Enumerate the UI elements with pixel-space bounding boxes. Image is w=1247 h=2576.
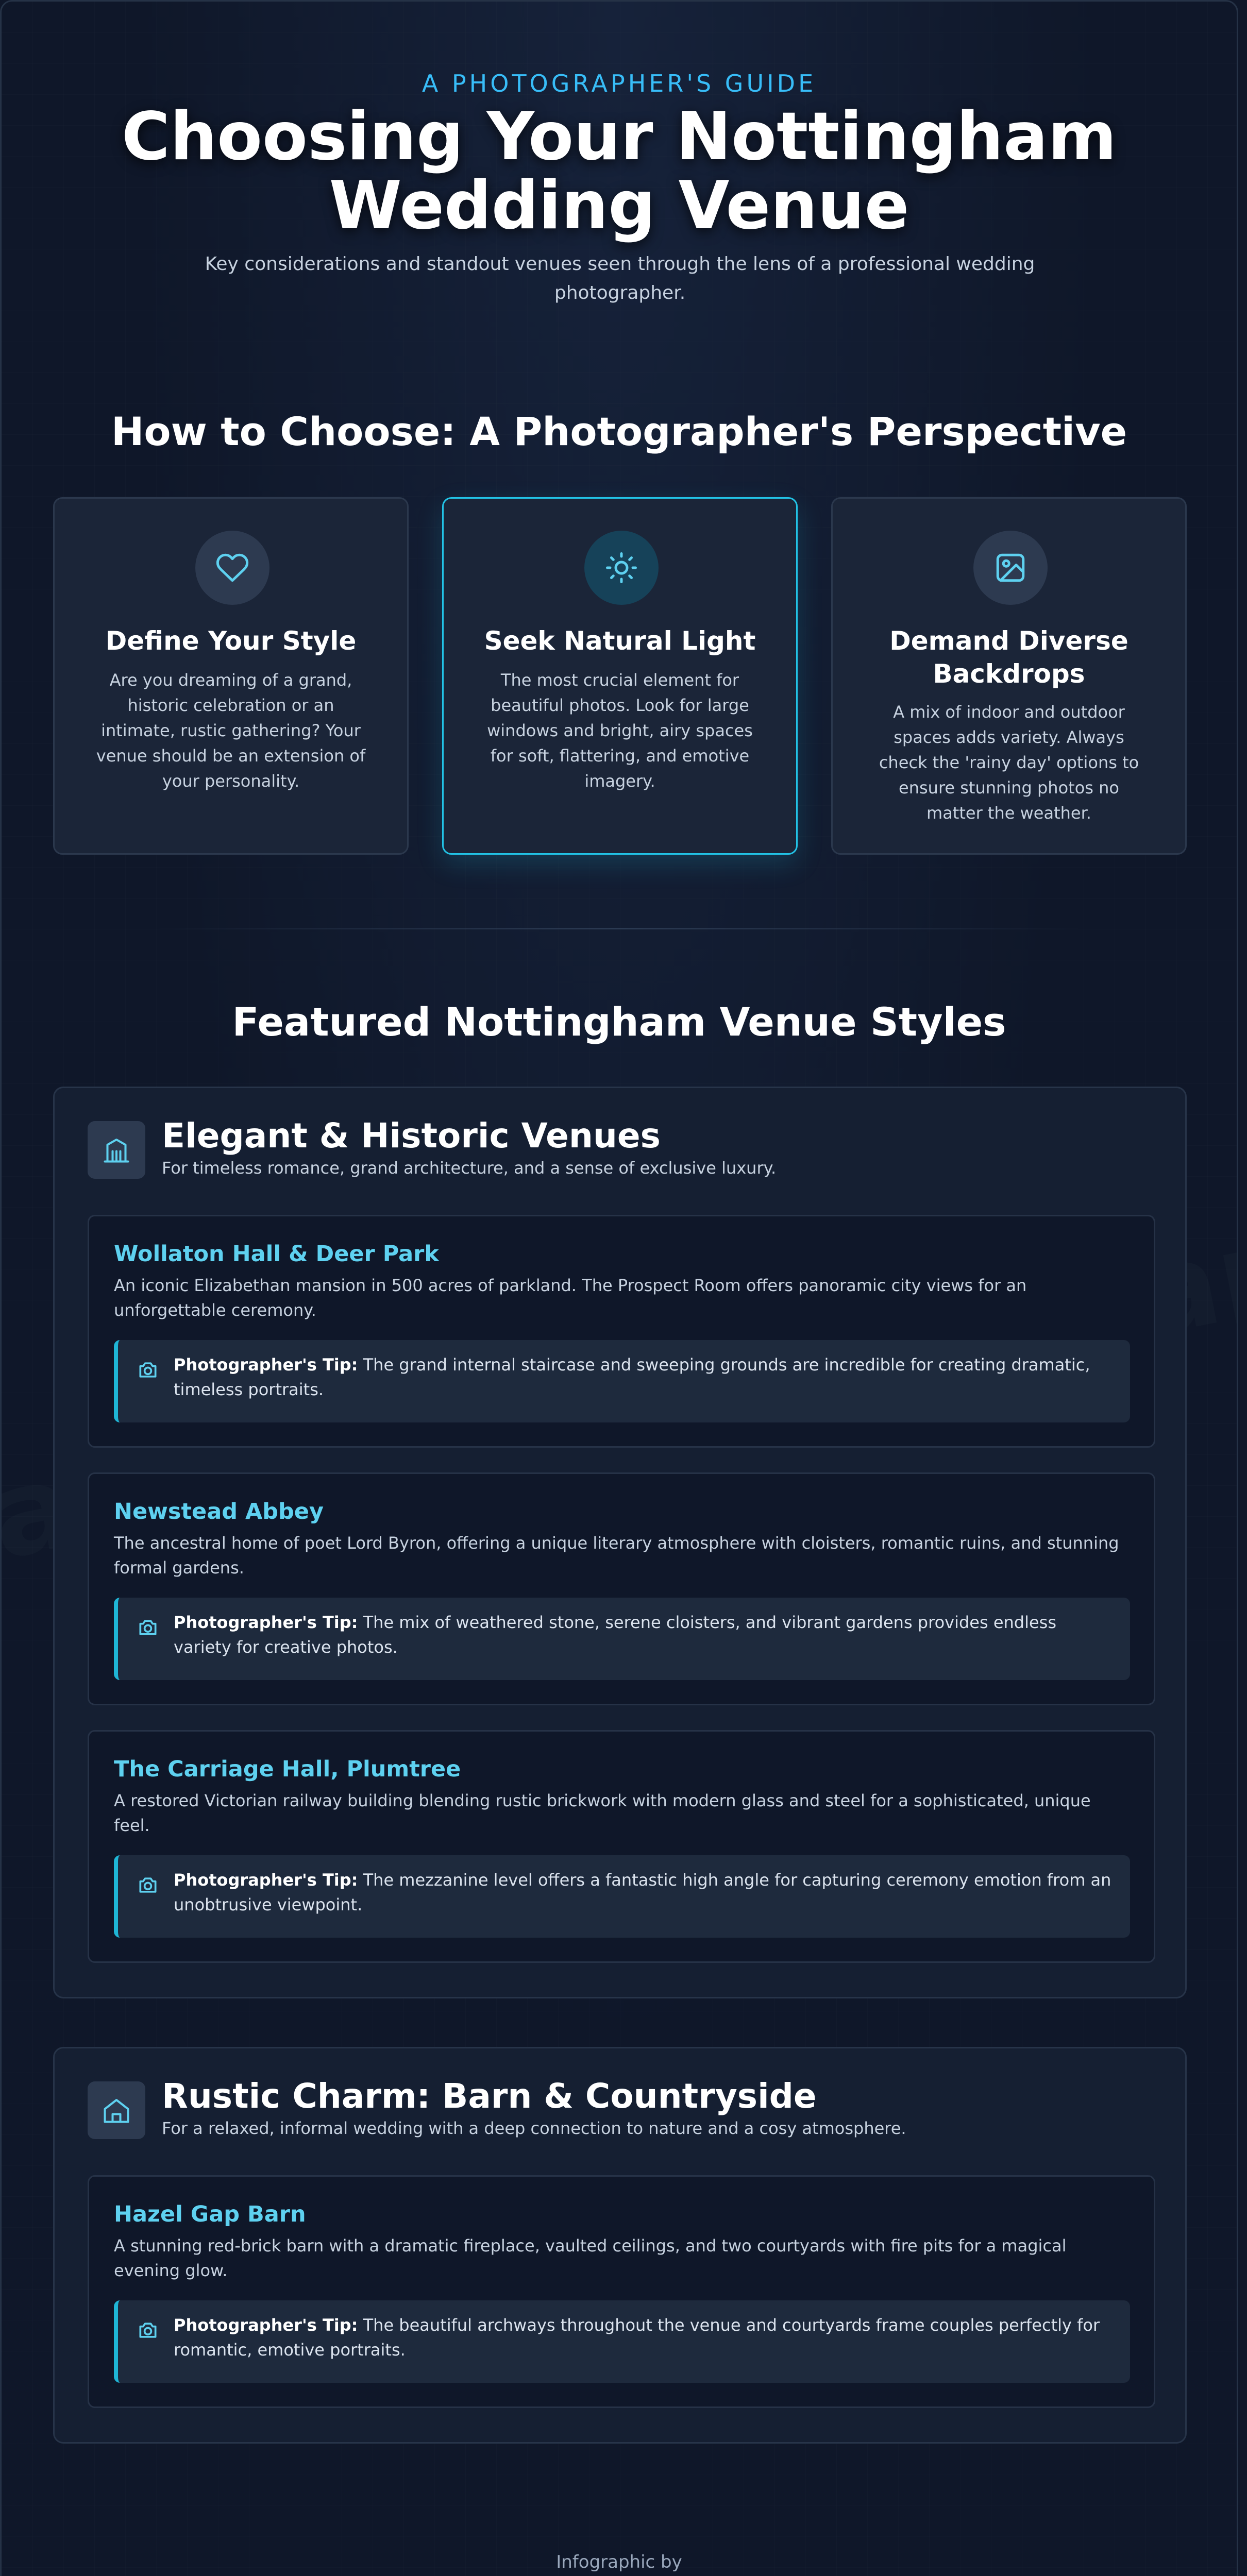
venue-description: An iconic Elizabethan mansion in 500 acres of parkland. The Prospect Room offers panoramic city views for an unforgettable ceremony.: [114, 1276, 1027, 1320]
venue-card: [88, 1730, 1155, 1963]
card-body: A mix of indoor and outdoor spaces adds variety. Always check the 'rainy day' options to ensure stunning photos no matter the weather.: [879, 702, 1139, 823]
kicker: A PHOTOGRAPHER'S GUIDE: [422, 70, 817, 97]
venue-card: [88, 1215, 1155, 1448]
tip-body: The beautiful archways throughout the venue and courtyards frame couples perfectly for romantic, emotive portraits.: [174, 2315, 1100, 2360]
title-line-1: Choosing Your Nottingham: [122, 98, 1117, 175]
category-subtitle: For timeless romance, grand architecture, and a sense of exclusive luxury.: [162, 1158, 777, 1178]
sun-icon: [584, 531, 659, 605]
tip-text: [174, 2313, 1117, 2362]
section-divider: [156, 928, 1084, 929]
category-subtitle: For a relaxed, informal wedding with a deep connection to nature and a cosy atmosphere.: [162, 2119, 906, 2138]
tip-text: [174, 1610, 1117, 1659]
photographer-tip: [114, 1598, 1130, 1680]
page-title: [2, 98, 1237, 244]
photographer-tip: [114, 1855, 1130, 1938]
camera-icon: [137, 1616, 159, 1639]
criteria-section-title: How to Choose: A Photographer's Perspective: [111, 409, 1127, 454]
page-subtitle: Key considerations and standout venues seen through the lens of a professional wedding photographer.: [205, 253, 1035, 303]
venue-description: A stunning red-brick barn with a dramatic fireplace, vaulted ceilings, and two courtyards with fire pits for a magical evening glow.: [114, 2236, 1067, 2280]
venue-name: Wollaton Hall & Deer Park: [114, 1241, 439, 1267]
card-body: Are you dreaming of a grand, historic celebration or an intimate, rustic gathering? Your venue should be an extension of your personality.: [96, 670, 366, 791]
tip-body: The mix of weathered stone, serene cloisters, and vibrant gardens provides endless variety for creative photos.: [174, 1613, 1057, 1657]
tip-body: The mezzanine level offers a fantastic high angle for capturing ceremony emotion from an unobtrusive viewpoint.: [174, 1870, 1111, 1914]
card-heading: Seek Natural Light: [484, 626, 756, 656]
tip-text: [174, 1352, 1117, 1402]
camera-icon: [137, 2319, 159, 2342]
camera-icon: [137, 1359, 159, 1381]
tip-body: The grand internal staircase and sweeping grounds are incredible for creating dramatic, timeless portraits.: [174, 1355, 1090, 1399]
tip-label: Photographer's Tip:: [174, 1355, 358, 1375]
venue-description: The ancestral home of poet Lord Byron, offering a unique literary atmosphere with cloisters, romantic ruins, and stunning formal gardens.: [114, 1533, 1119, 1578]
category-rustic-charm: [53, 2047, 1187, 2444]
heart-icon: [195, 531, 269, 605]
criteria-card-light: [442, 497, 798, 855]
venue-name: The Carriage Hall, Plumtree: [114, 1756, 461, 1782]
venue-card: [88, 1472, 1155, 1705]
building-icon: [88, 1121, 145, 1179]
camera-icon: [137, 1874, 159, 1896]
footer-credit: Infographic by: [556, 2552, 682, 2572]
tip-text: [174, 1868, 1117, 1917]
tip-label: Photographer's Tip:: [174, 2315, 358, 2335]
venue-name: Hazel Gap Barn: [114, 2201, 306, 2227]
card-heading: Define Your Style: [105, 626, 357, 656]
tip-label: Photographer's Tip:: [174, 1870, 358, 1890]
venue-card: [88, 2175, 1155, 2408]
category-title: Elegant & Historic Venues: [162, 1116, 661, 1156]
title-line-2: Wedding Venue: [329, 167, 909, 244]
photographer-tip: [114, 1340, 1130, 1422]
criteria-card-backdrops: [831, 497, 1187, 855]
category-title: Rustic Charm: Barn & Countryside: [162, 2076, 817, 2116]
venue-description: A restored Victorian railway building blending rustic brickwork with modern glass and steel for a sophisticated, unique feel.: [114, 1791, 1091, 1835]
image-icon: [973, 531, 1048, 605]
venue-name: Newstead Abbey: [114, 1499, 324, 1524]
category-elegant-historic: [53, 1087, 1187, 1998]
card-heading: Demand Diverse Backdrops: [889, 626, 1128, 689]
card-body: The most crucial element for beautiful photos. Look for large windows and bright, airy spaces for soft, flattering, and emotive imagery.: [487, 670, 753, 791]
featured-section-title: Featured Nottingham Venue Styles: [232, 999, 1006, 1045]
photographer-tip: [114, 2300, 1130, 2383]
tip-label: Photographer's Tip:: [174, 1613, 358, 1632]
criteria-card-style: [53, 497, 409, 855]
home-icon: [88, 2081, 145, 2139]
